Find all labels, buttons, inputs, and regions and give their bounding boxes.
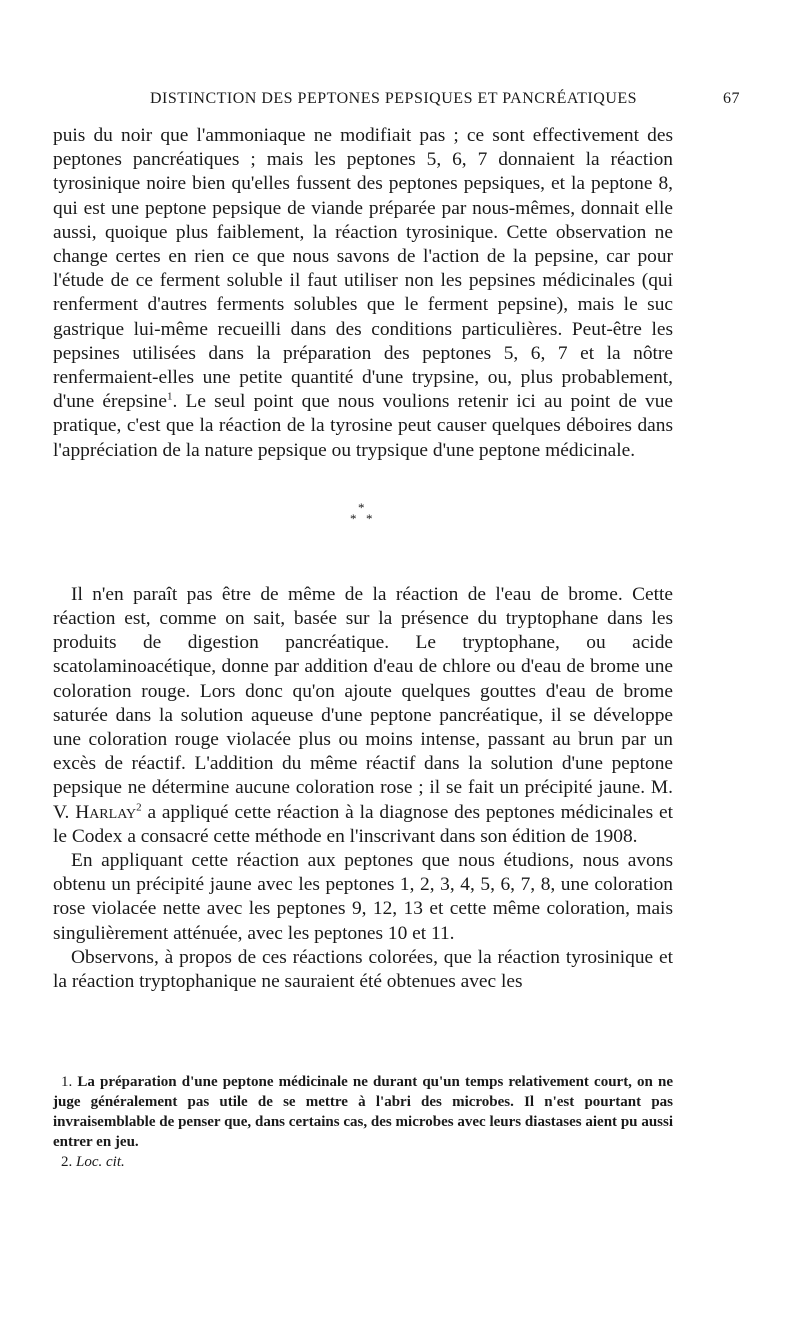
footnote-1 (53, 1072, 673, 1152)
asterism-star-left: * (350, 510, 357, 526)
footnote-1-text: La préparation d'une peptone médicinale ne durant qu'un temps relativement court, on ne juge généralement pas utile de se mettre à l'abri des microbes. Il n'est pourtant pas invraisemblable de penser que, dans certains cas, des microbes avec leurs diastases aient pu aussi entrer en jeu. (53, 1074, 673, 1150)
main-text (53, 124, 673, 994)
running-header (60, 90, 740, 114)
footnote-2-text: Loc. cit. (76, 1154, 125, 1170)
footnote-ref-1: 1 (166, 390, 173, 403)
paragraph-brome (53, 583, 673, 849)
page-number: 67 (723, 90, 740, 107)
asterism-star-right: * (366, 510, 373, 526)
asterism-star-top: * (358, 499, 365, 515)
footnote-2 (53, 1152, 673, 1172)
paragraph-observons: Observons, à propos de ces réactions colorées, que la réaction tyrosinique et la réaction tryptophanique ne sauraient été obtenues avec les (53, 946, 673, 993)
author-name: Harlay (75, 801, 137, 823)
paragraph-2-text-a: Il n'en paraît pas être de même de la réaction de l'eau de brome. Cette réaction est, comme on sait, basée sur la présence du tryptophane dans les produits de digestion pancréatique. Le tryptophane, ou acide scatolaminoacétique, donne par addition d'eau de chlore ou d'eau de brome une coloration rouge. Lors donc qu'on ajoute quelques gouttes d'eau de brome saturée dans la solution aqueuse d'une peptone pancréatique, il se développe une coloration rouge violacée plus ou moins intense, passant au brun par un excès de réactif. L'addition du même réactif dans la solution d'une peptone pepsique ne détermine aucune coloration rose ; il se fait un précipité jaune. M. V. (53, 583, 673, 823)
footnotes (53, 1072, 673, 1172)
paragraph-1-text: puis du noir que l'ammoniaque ne modifiait pas ; ce sont effectivement des peptones pancréatiques ; mais les peptones 5, 6, 7 donnaient la réaction tyrosinique noire bien qu'elles fussent des peptones pepsiques, et la peptone 8, qui est une peptone pepsique de viande préparée par nous-mêmes, donnait elle aussi, quoique plus faiblement, la réaction tyrosinique. Cette observation ne change certes en rien ce que nous savons de l'action de la pepsine, car pour l'étude de ce ferment soluble il faut utiliser non les pepsines médicinales (qui renferment d'autres ferments solubles que le ferment pepsine), mais le suc gastrique lui-même recueilli dans des conditions particulières. Peut-être les pepsines utilisées dans la préparation des peptones 5, 6, 7 et la nôtre renfermaient-elles une petite quantité d'une trypsine, ou, plus probablement, d'une érepsine (53, 125, 673, 413)
paragraph-2-text-b: a appliqué cette réaction à la diagnose des peptones médicinales et le Codex a consacré cette méthode en l'inscrivant dans son édition de 1908. (53, 801, 674, 847)
running-title: DISTINCTION DES PEPTONES PEPSIQUES ET PANCRÉATIQUES (150, 90, 638, 107)
footnote-2-number: 2. (61, 1154, 73, 1170)
footnote-ref-2: 2 (136, 801, 142, 814)
footnote-1-number: 1. (61, 1074, 73, 1090)
paragraph-continued (53, 124, 673, 463)
paragraph-results: En appliquant cette réaction aux peptones que nous étudions, nous avons obtenu un précipité jaune avec les peptones 1, 2, 3, 4, 5, 6, 7, 8, une coloration rose violacée nette avec les peptones 9, 12, 13 et cette même coloration, mais singulièrement atténuée, avec les peptones 10 et 11. (53, 850, 673, 944)
asterism (53, 483, 673, 545)
paragraph-1-end: . Le seul point que nous voulions retenir ici au point de vue pratique, c'est que la réaction de la tyrosine peut causer quelques déboires dans l'appréciation de la nature pepsique ou trypsique d'une peptone médicinale. (53, 391, 673, 461)
